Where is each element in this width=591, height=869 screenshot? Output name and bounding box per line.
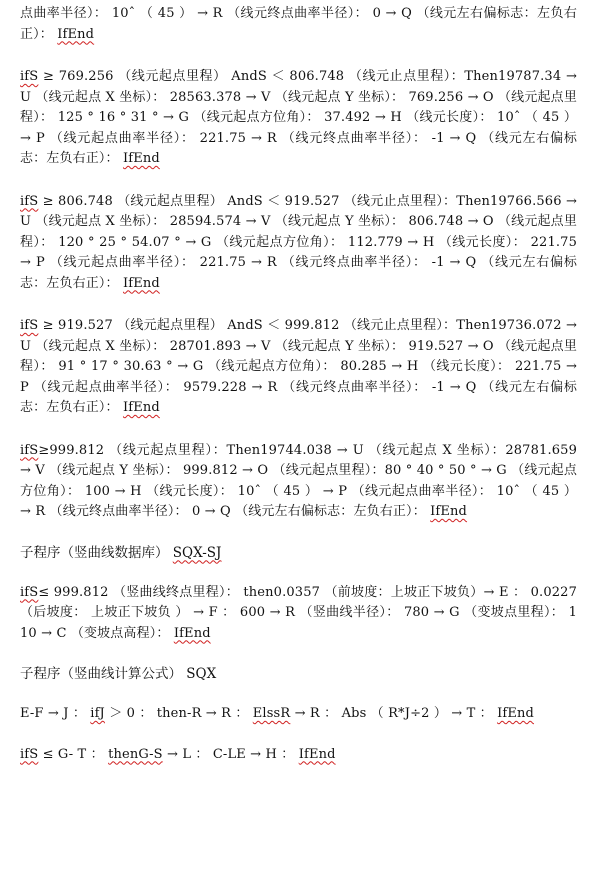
paragraph-7 — [20, 704, 577, 725]
ifend-keyword: IfEnd — [57, 26, 95, 42]
para-text: → L ： C-LE → H ： — [162, 746, 299, 762]
sqx-sj-keyword: SQX-SJ — [172, 544, 222, 561]
para-text: ≥999.812 （线元起点里程）：Then19744.038 → U （线元起点 X 坐标）：28781.659 → V （线元起点 Y 坐标）： 999.812 → O （线元起点里程）：80 ° 40 ° 50 ° → G （线元起点方位角）： 100 → H （线元长度）： 10ˆ （ 45 ） → P （线元起点曲率半径）： 10ˆ （ 45 ） → R （线元终点曲率半径）： 0 → Q （线元左右偏标志：左负右正）： — [20, 442, 577, 519]
para-text: ≤ 999.812 （竖曲线终点里程）： then0.0357 （前坡度：上坡正下坡负）→ E ： 0.0227 （后坡度： 上坡正下坡负 ） → F ： 600 → R （竖曲线半径）： 780 → G （变坡点里程）： 110 → C （变坡点高程）： — [20, 584, 577, 641]
ifend-keyword: IfEnd — [430, 504, 468, 519]
ifs-keyword: ifS — [20, 442, 39, 458]
ifend-keyword: IfEnd — [122, 275, 160, 291]
ifs-keyword: ifS — [20, 69, 39, 84]
para-text: 点曲率半径）： 10ˆ （ 45 ） → R （线元终点曲率半径）： 0 → Q （线元左右偏标志：左负右正）： — [20, 6, 577, 42]
paragraph-2 — [20, 67, 577, 170]
heading-text: 子程序（竖曲线计算公式） SQX — [20, 666, 217, 682]
ifend-keyword: IfEnd — [173, 625, 211, 641]
para-text: ＞ 0 ： then-R → R ： — [104, 706, 253, 721]
subroutine-heading-2 — [20, 664, 577, 684]
ifend-keyword: IfEnd — [298, 746, 336, 762]
elssr-keyword: ElssR — [252, 706, 291, 721]
ifj-keyword: ifJ — [90, 706, 105, 721]
paragraph-8 — [20, 745, 577, 766]
ifs-keyword: ifS — [20, 193, 39, 209]
ifs-keyword: ifS — [20, 746, 39, 762]
paragraph-4 — [20, 316, 577, 419]
ifend-keyword: IfEnd — [497, 706, 534, 721]
theng-s-keyword: thenG-S — [108, 746, 163, 762]
paragraph-5 — [20, 441, 577, 523]
para-text: ≥ 806.748 （线元起点里程） AndS ＜ 919.527 （线元止点里程）：Then19766.566 → U （线元起点 X 坐标）： 28594.574 → V （线元起点 Y 坐标）： 806.748 → O （线元起点里程）： 120 ° 25 ° 54.07 ° → G （线元起点方位角）： 112.779 → H （线元长度）： 221.75 → P （线元起点曲率半径）： 221.75 → R （线元终点曲率半径）： -1 → Q （线元左右偏标志：左负右正）： — [20, 193, 577, 291]
ifs-keyword: ifS — [20, 318, 39, 333]
para-text: ≥ 769.256 （线元起点里程） AndS ＜ 806.748 （线元止点里程）：Then19787.34 → U （线元起点 X 坐标）： 28563.378 → V （线元起点 Y 坐标）： 769.256 → O （线元起点里程）： 125 ° 16 ° 31 ° → G （线元起点方位角）： 37.492 → H （线元长度）： 10ˆ （ 45 ） → P （线元起点曲率半径）： 221.75 → R （线元终点曲率半径）： -1 → Q （线元左右偏标志：左负右正）： — [20, 69, 577, 166]
ifs-keyword: ifS — [20, 584, 39, 600]
paragraph-1 — [20, 4, 577, 45]
paragraph-6 — [20, 583, 577, 645]
ifend-keyword: IfEnd — [122, 151, 160, 166]
para-text: ≤ G- T ： — [38, 746, 109, 762]
paragraph-3 — [20, 192, 577, 295]
ifend-keyword: IfEnd — [122, 400, 160, 415]
para-text: E-F → J ： — [20, 706, 91, 721]
heading-text: 子程序（竖曲线数据库） — [20, 544, 173, 561]
subroutine-heading-1 — [20, 543, 577, 563]
para-text: → R ： Abs （ R*J÷2 ） → T ： — [290, 706, 498, 721]
para-text: ≥ 919.527 （线元起点里程） AndS ＜ 999.812 （线元止点里程）：Then19736.072 → U （线元起点 X 坐标）： 28701.893 → V （线元起点 Y 坐标）： 919.527 → O （线元起点里程）： 91 ° 17 ° 30.63 ° → G （线元起点方位角）： 80.285 → H （线元长度）： 221.75 → P （线元起点曲率半径）： 9579.228 → R （线元终点曲率半径）： -1 → Q （线元左右偏标志：左负右正）： — [20, 318, 577, 415]
